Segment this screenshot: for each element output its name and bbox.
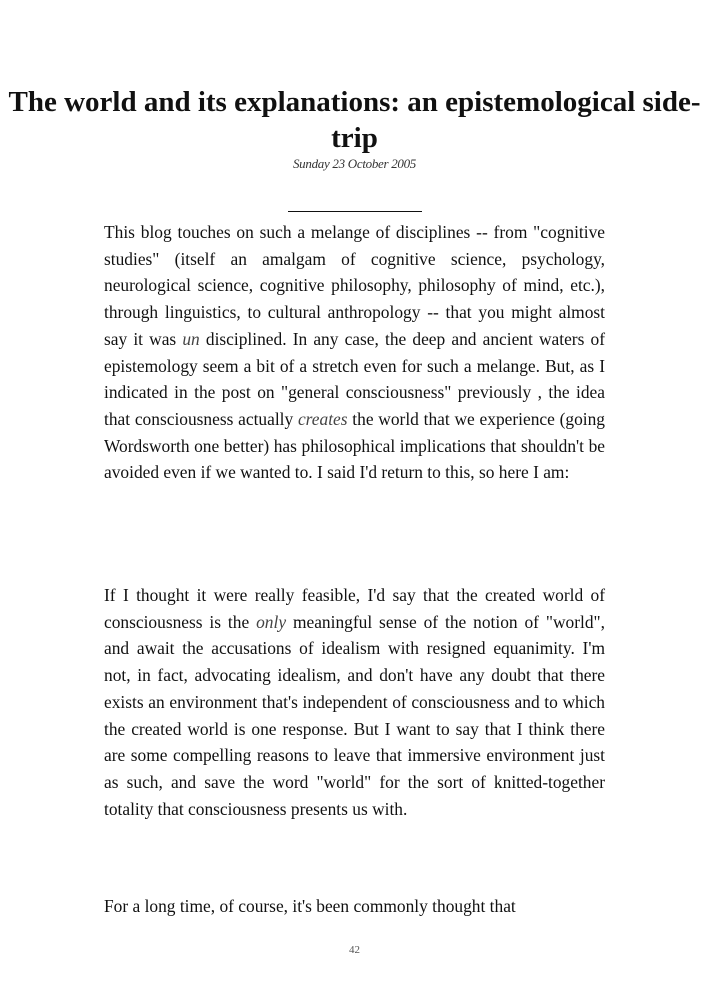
- emphasized-word: un: [182, 328, 200, 349]
- page-title: The world and its explanations: an epistemological side-trip: [8, 86, 701, 154]
- paragraph-text: disciplined. In any case, the deep and ancient waters of epistemology seem a bit of a stretch even for such a melange. But, as I indicated in the post on "general consciousness" previously , the idea that consciousness actually: [104, 328, 605, 429]
- page-number: 42: [349, 944, 360, 956]
- body-paragraph: [104, 219, 605, 486]
- emphasized-word: creates: [297, 408, 348, 429]
- body-paragraph: [104, 893, 605, 920]
- paragraph-text: If I thought it were really feasible, I'd say that the created world of consciousness is the: [104, 585, 605, 632]
- paragraph-text: For a long time, of course, it's been commonly thought that: [104, 896, 516, 916]
- body-paragraph: [104, 582, 605, 822]
- paragraph-text: meaningful sense of the notion of "world", and await the accusations of idealism with resigned equanimity. I'm not, in fact, advocating idealism, and don't have any doubt that there exists an environment that's independent of consciousness and to which the created world is one response. But I want to say that I think there are some compelling reasons to leave that immersive environment just as such, and save the word "world" for the sort of knitted-together totality that consciousness presents us with.: [104, 611, 605, 819]
- emphasized-word: only: [256, 611, 287, 632]
- post-date: Sunday 23 October 2005: [292, 156, 417, 171]
- paragraph-text: the world that we experience (going Wordsworth one better) has philosophical implications that shouldn't be avoided even if we wanted to. I said I'd return to this, so here I am:: [104, 408, 605, 483]
- title-divider: [288, 211, 422, 212]
- paragraph-text: This blog touches on such a melange of disciplines -- from "cognitive studies" (itself an amalgam of cognitive science, psychology, neurological science, cognitive philosophy, philosophy of mind, etc.), through linguistics, to cultural anthropology -- that you might almost say it was: [104, 222, 605, 349]
